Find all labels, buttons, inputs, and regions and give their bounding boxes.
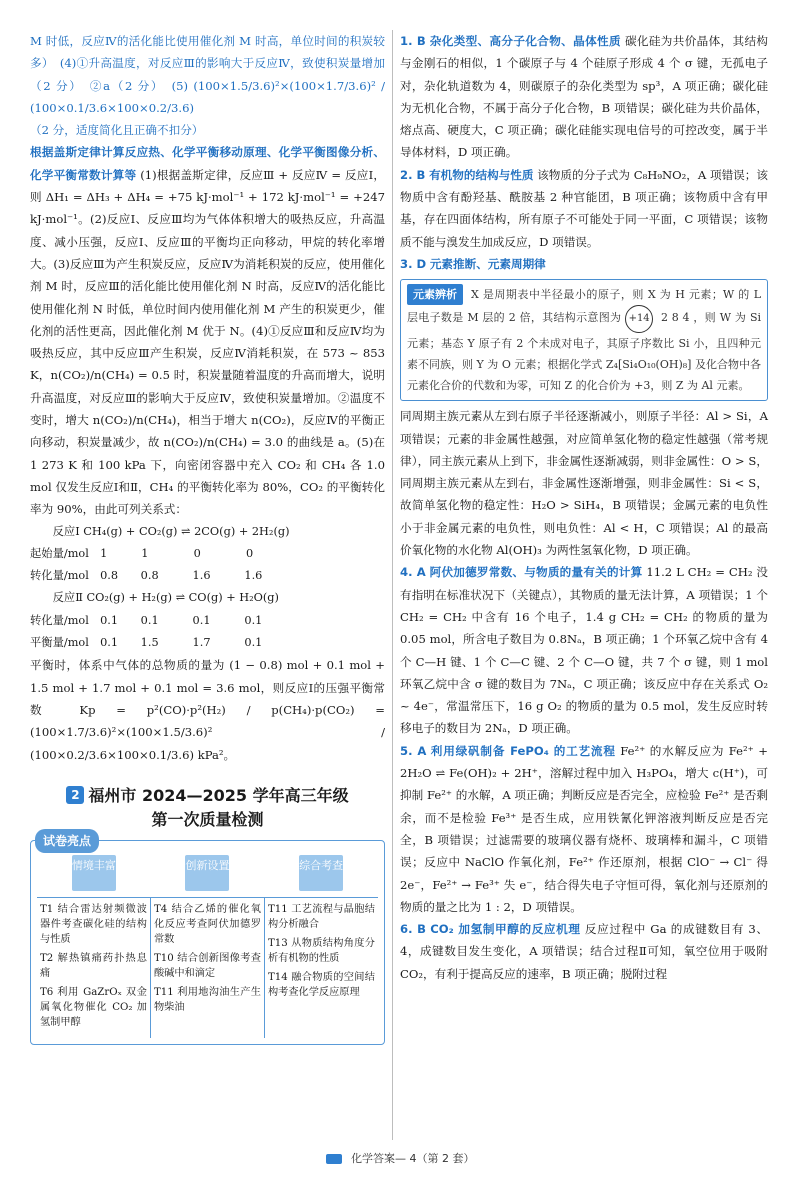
left-p1: M 时低，反应Ⅳ的活化能比使用催化剂 M 时高，单位时间的积炭较多） (4)①升高温度，对反应Ⅲ的影响大于反应Ⅳ，致使积炭量增加（2 分） ②a（2 分） (5) (100×1.5/3.6)²×(100×1.7/3.6)² / (100×0.1/3.6×100×0.2/3.6): [30, 34, 385, 115]
answer-topic: 有机物的结构与性质: [429, 167, 534, 182]
highlight-item: T4 结合乙烯的催化氧化反应考查阿伏加德罗常数: [154, 903, 261, 945]
highlight-item: T1 结合雷达射频微波器件考查碳化硅的结构与性质: [40, 903, 147, 945]
answer-6: [400, 918, 768, 985]
answer-topic: 阿伏加德罗常数、与物质的量有关的计算: [429, 565, 643, 580]
highlight-item: T10 结合创新图像考查酸碱中和滴定: [154, 952, 261, 979]
answer-text: 该物质的分子式为 C₈H₉NO₂，A 项错误；该物质中含有酚羟基、酰胺基 2 种官能团，B 项正确；该物质中含有甲基，存在四面体结构，所有原子不可能处于同一平面，C 项错误；该物质不能与溴发生加成反应，D 项错误。: [400, 167, 768, 249]
answer-topic: 元素推断、元素周期律: [429, 256, 546, 271]
page-footer: [0, 1150, 800, 1166]
answer-topic: 杂化类型、高分子化合物、晶体性质: [429, 34, 621, 48]
answer-1: [400, 30, 768, 164]
highlight-item: T6 利用 GaZrOₓ 双金属氧化物催化 CO₂ 加氢制甲醇: [40, 986, 147, 1028]
left-p4: 平衡时，体系中气体的总物质的量为 (1 − 0.8) mol + 0.1 mol + 1.5 mol + 1.7 mol + 0.1 mol = 3.6 mol，则反应Ⅰ的压强平衡常数 Kp = p²(CO)·p²(H₂) / p(CH₄)·p(CO₂) = (100×1.7/3.6)²×(100×1.5/3.6)² / (100×0.2/3.6×100×0.1/3.6) kPa²。: [30, 658, 385, 762]
answer-number: 4. A: [400, 565, 426, 580]
answer-text: 碳化硅为共价晶体，其结构与金刚石的相似，1 个碳原子与 4 个硅原子形成 4 个 σ 键，无孤电子对，杂化轨道数为 4，则碳原子的杂化类型为 sp³，A 项正确；碳化硅为无机化合物，不属于高分子化合物，B 项错误；碳化硅为共价晶体，熔点高、硬度大，C 项正确；碳化硅能实现电信号的可控改变，属于半导体材料，D 项正确。: [400, 34, 768, 160]
left-column: [30, 30, 385, 1045]
left-p2: （2 分，适度简化且正确不扣分）: [30, 123, 204, 138]
table-line: 平衡量/mol 0.1 1.5 1.7 0.1: [30, 636, 263, 650]
answer-number: 6. B: [400, 922, 426, 937]
publisher-logo-icon: [326, 1154, 342, 1164]
highlights-label: 试卷亮点: [35, 829, 99, 853]
answer-5: [400, 740, 768, 918]
table-line: 反应Ⅱ CO₂(g) + H₂(g) ⇌ CO(g) + H₂O(g): [30, 591, 279, 605]
right-column: [400, 30, 768, 985]
answer-text: 反应过程中 Ga 的成键数目有 3、4，成键数目发生变化，A 项错误；结合过程Ⅱ可知，氧空位用于吸附 CO₂，有利于提高反应的速率，B 项正确；脱附过程: [400, 922, 769, 981]
highlight-column-2: [151, 898, 265, 1038]
highlight-item: T11 利用地沟油生产生物柴油: [154, 986, 261, 1013]
answer-topic: CO₂ 加氢制甲醇的反应机理: [430, 922, 581, 937]
section-title: [30, 784, 385, 832]
highlight-column-1: [37, 898, 151, 1038]
highlight-item: T2 解热镇痛药扑热息痛: [40, 952, 147, 979]
table-line: 转化量/mol 0.8 0.8 1.6 1.6: [30, 569, 263, 583]
left-p3-head: 根据盖斯定律计算反应热、化学平衡移动原理、化学平衡图像分析、化学平衡常数计算等: [30, 145, 385, 182]
answer-text: Fe²⁺ 的水解反应为 Fe²⁺ + 2H₂O ⇌ Fe(OH)₂ + 2H⁺，溶解过程中加入 H₃PO₄，增大 c(H⁺)，可抑制 Fe²⁺ 的水解，A 项正确；判断反应是否完全，应检验 Fe²⁺ 是否剩余，而不是检验 Fe³⁺ 是否生成，应用铁氰化钾溶液判断反应是否完全，B 项错误；过滤需要的玻璃仪器有烧杯、玻璃棒和漏斗，C 项错误；反应中 NaClO 作氧化剂，Fe²⁺ 作还原剂，根据 ClO⁻ → Cl⁻ 得 2e⁻，Fe²⁺ → Fe³⁺ 失 e⁻，结合得失电子守恒可得，氧化剂与还原剂的物质的量之比为 1 : 2，D 项错误。: [400, 743, 768, 914]
box-tag: 元素辨析: [407, 284, 463, 305]
answer-3-head: [400, 253, 768, 275]
table-line: 转化量/mol 0.1 0.1 0.1 0.1: [30, 613, 263, 627]
box-text-2: ，则 W 为 Si 元素；基态 Y 原子有 2 个未成对电子，其原子序数比 Si 小，且四种元素不同族，则 Y 为 O 元素；根据化学式 Z₄[Si₄O₁₀(OH)₈] 及化合物中各元素化合价的代数和为零，可知 Z 的化合价为 +3，则 Z 为 Al 元素。: [407, 311, 762, 393]
section-number: 2: [66, 786, 84, 804]
answer-4: [400, 561, 768, 739]
table-line: 起始量/mol 1 1 0 0: [30, 546, 254, 560]
answer-3-text: 同周期主族元素从左到右原子半径逐渐减小，则原子半径：Al > Si，A 项错误；元素的非金属性越强，对应简单氢化物的稳定性越强（常考规律），同主族元素从上到下，非金属性逐渐减弱，则非金属性：O > S，同周期主族元素从左到右，非金属性逐渐增强，则非金属性：Si < S，故简单氢化物的稳定性：H₂O > SiH₄，B 项错误；金属元素的电负性小于非金属元素的电负性，则电负性：Al < H，C 项错误；Al 的最高价氧化物的水化物 Al(OH)₃ 为两性氢氧化物，D 项正确。: [400, 409, 768, 558]
column-divider: [392, 30, 393, 1140]
element-analysis-box: [400, 279, 768, 401]
highlight-item: T11 工艺流程与晶胞结构分析融合: [268, 903, 375, 930]
highlight-head: 创新设置: [185, 855, 229, 891]
exam-highlights: [30, 833, 385, 1045]
box-text-1: X 是周期表中半径最小的原子，则 X 为 H 元素；W 的 L 层电子数是 M 层的 2 倍，其结构示意图为: [407, 288, 762, 325]
equilibrium-table: [30, 521, 385, 655]
section-title-line2: 第一次质量检测: [151, 809, 264, 829]
highlight-item: T13 从物质结构角度分析有机物的性质: [268, 937, 375, 964]
answer-number: 1. B: [400, 34, 426, 48]
answer-number: 3. D: [400, 256, 427, 271]
highlight-column-3: [265, 898, 378, 1038]
section-title-line1: 福州市 2024—2025 学年高三年级: [88, 785, 349, 805]
table-line: 反应Ⅰ CH₄(g) + CO₂(g) ⇌ 2CO(g) + 2H₂(g): [30, 524, 290, 538]
answer-topic: 利用绿矾制备 FePO₄ 的工艺流程: [430, 743, 616, 758]
answer-2: [400, 164, 768, 253]
footer-text: 化学答案— 4（第 2 套）: [351, 1152, 475, 1165]
answer-number: 5. A: [400, 743, 427, 758]
highlight-head: 情境丰富: [72, 855, 116, 891]
atom-nucleus: +14: [625, 305, 653, 333]
atom-shells: 2 8 4: [660, 311, 690, 325]
left-p3: (1)根据盖斯定律，反应Ⅲ + 反应Ⅳ = 反应Ⅰ，则 ΔH₁ = ΔH₃ + ΔH₄ = +75 kJ·mol⁻¹ + 172 kJ·mol⁻¹ = +247 kJ·mol⁻¹。(2)反应Ⅰ、反应Ⅲ均为气体体积增大的吸热反应，升高温度、减小压强，反应Ⅰ、反应Ⅲ的平衡均正向移动，甲烷的转化率增大。(3)反应Ⅲ为产生积炭反应，反应Ⅳ为消耗积炭的反应，使用催化剂 M 时，反应Ⅲ的活化能比使用催化剂 N 时高，反应Ⅳ的活化能比使用催化剂 N 时低，单位时间内使用催化剂 M 产生的积炭更少，催化剂的活性更高，因此催化剂 M 优于 N。(4)①反应Ⅲ和反应Ⅳ均为吸热反应，其中反应Ⅲ产生积炭，反应Ⅳ消耗积炭，在 573 ~ 853 K，n(CO₂)/n(CH₄) = 0.5 时，积炭量随着温度的升高而增大，说明升高温度，对反应Ⅲ的影响大于反应Ⅳ，致使积炭量增加。②温度不变时，增大 n(CO₂)/n(CH₄)，相当于增大 n(CO₂)，反应Ⅳ的平衡正向移动，积炭量减少，故 n(CO₂)/n(CH₄) = 3.0 的曲线是 a。(5)在 1 273 K 和 100 kPa 下，向密闭容器中充入 CO₂ 和 CH₄ 各 1.0 mol 仅发生反应Ⅰ和Ⅱ，CH₄ 的平衡转化率为 80%，CO₂ 的平衡转化率为 90%，由此可列关系式：: [30, 167, 385, 517]
highlight-head: 综合考查: [299, 855, 343, 891]
answer-number: 2. B: [400, 167, 426, 182]
answer-text: 11.2 L CH₂ = CH₂ 没有指明在标准状况下（关键点），其物质的量无法计算，A 项错误；1 个 CH₂ = CH₂ 中含有 16 个电子，1.4 g CH₂ = CH₂ 的物质的量为 0.05 mol，所含电子数目为 0.8Nₐ，B 项正确；1 个环氧乙烷中含有 4 个 C—H 键、1 个 C—C 键、2 个 C—O 键，共 7 个 σ 键，则 1 mol 环氧乙烷中含 σ 键的数目为 7Nₐ，C 项正确；该反应中存在关系式 O₂ ~ 4e⁻，常温常压下，16 g O₂ 的物质的量为 0.5 mol，发生反应时转移电子的数目为 2Nₐ，D 项正确。: [400, 565, 769, 736]
highlight-item: T14 融合物质的空间结构考查化学反应原理: [268, 971, 375, 998]
